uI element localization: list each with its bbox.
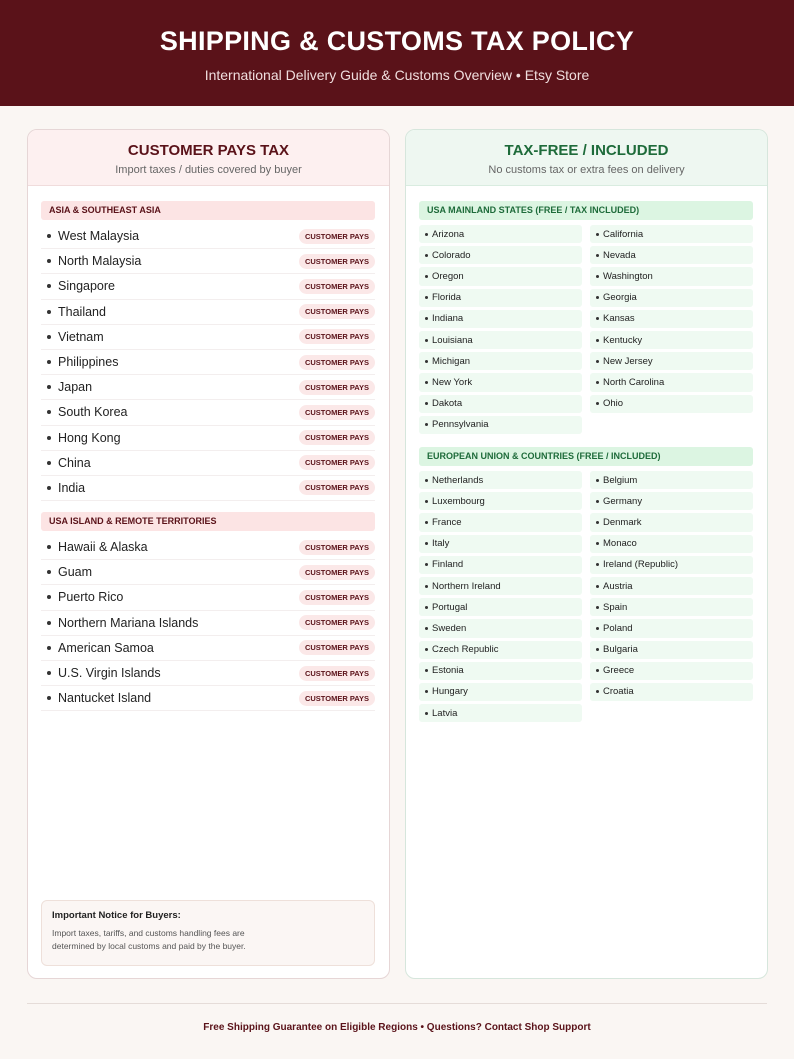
tax-free-panel bbox=[405, 129, 768, 979]
region-name: Bulgaria bbox=[603, 644, 638, 656]
bullet-icon bbox=[596, 360, 599, 363]
country-name: Japan bbox=[58, 380, 93, 395]
section-heading-usa-islands: USA ISLAND & REMOTE TERRITORIES bbox=[41, 512, 375, 531]
bullet-icon bbox=[425, 296, 428, 299]
region-name: Hungary bbox=[432, 686, 468, 698]
page-header bbox=[0, 0, 794, 106]
section-heading-eu: EUROPEAN UNION & COUNTRIES (FREE / INCLUDED) bbox=[419, 447, 753, 466]
tax-free-subtitle: No customs tax or extra fees on delivery bbox=[488, 164, 685, 176]
region-name: Pennsylvania bbox=[432, 419, 489, 431]
region-item-greece bbox=[590, 662, 753, 680]
buyer-notice-title: Important Notice for Buyers: bbox=[52, 910, 181, 921]
country-name: Thailand bbox=[58, 304, 106, 319]
bullet-icon bbox=[596, 648, 599, 651]
region-name: Luxembourg bbox=[432, 495, 485, 507]
bullet-icon bbox=[425, 402, 428, 405]
bullet-icon bbox=[47, 234, 51, 238]
bullet-icon bbox=[425, 423, 428, 426]
bullet-icon bbox=[425, 669, 428, 672]
bullet-icon bbox=[596, 563, 599, 566]
tax-free-panel-header bbox=[406, 130, 767, 186]
bullet-icon bbox=[596, 254, 599, 257]
customer-pays-badge: CUSTOMER PAYS bbox=[299, 279, 375, 294]
list-item-thailand bbox=[41, 300, 375, 325]
bullet-icon bbox=[425, 500, 428, 503]
bullet-icon bbox=[47, 570, 51, 574]
bullet-icon bbox=[47, 486, 51, 490]
region-name: Indiana bbox=[432, 313, 464, 325]
bullet-icon bbox=[596, 381, 599, 384]
region-item-michigan bbox=[419, 352, 582, 370]
bullet-icon bbox=[596, 585, 599, 588]
list-item-u-s-virgin-islands bbox=[41, 661, 375, 686]
bullet-icon bbox=[47, 310, 51, 314]
region-item-latvia bbox=[419, 704, 582, 722]
region-name: Kentucky bbox=[603, 334, 643, 346]
region-name: Monaco bbox=[603, 538, 637, 550]
customer-pays-badge: CUSTOMER PAYS bbox=[299, 329, 375, 344]
region-name: Dakota bbox=[432, 398, 463, 410]
bullet-icon bbox=[425, 275, 428, 278]
region-item-new-jersey bbox=[590, 352, 753, 370]
asia-country-list bbox=[41, 224, 375, 501]
page-subtitle: International Delivery Guide & Customs Overview • Etsy Store bbox=[204, 67, 590, 83]
region-item-czech-republic bbox=[419, 641, 582, 659]
usa-islands-list bbox=[41, 535, 375, 711]
region-name: Germany bbox=[603, 495, 643, 507]
region-item-spain bbox=[590, 598, 753, 616]
region-name: Belgium bbox=[603, 474, 638, 486]
list-item-nantucket-island bbox=[41, 686, 375, 711]
region-item-ireland-republic bbox=[590, 556, 753, 574]
bullet-icon bbox=[47, 335, 51, 339]
customer-pays-badge: CUSTOMER PAYS bbox=[299, 480, 375, 495]
bullet-icon bbox=[425, 360, 428, 363]
country-name: American Samoa bbox=[58, 640, 154, 655]
bullet-icon bbox=[425, 627, 428, 630]
customer-pays-badge: CUSTOMER PAYS bbox=[299, 615, 375, 630]
bullet-icon bbox=[425, 690, 428, 693]
bullet-icon bbox=[47, 461, 51, 465]
bullet-icon bbox=[596, 402, 599, 405]
customer-pays-badge: CUSTOMER PAYS bbox=[299, 590, 375, 605]
bullet-icon bbox=[47, 595, 51, 599]
bullet-icon bbox=[47, 646, 51, 650]
list-item-hawaii-alaska bbox=[41, 535, 375, 560]
tax-free-title: TAX-FREE / INCLUDED bbox=[504, 142, 669, 159]
region-item-portugal bbox=[419, 598, 582, 616]
region-name: Arizona bbox=[432, 228, 465, 240]
region-item-estonia bbox=[419, 662, 582, 680]
region-name: Austria bbox=[603, 580, 633, 592]
region-item-croatia bbox=[590, 683, 753, 701]
customer-pays-panel bbox=[27, 129, 390, 979]
region-item-austria bbox=[590, 577, 753, 595]
region-name: Louisiana bbox=[432, 334, 473, 346]
list-item-india bbox=[41, 476, 375, 501]
region-item-georgia bbox=[590, 289, 753, 307]
country-name: West Malaysia bbox=[58, 229, 140, 244]
country-name: U.S. Virgin Islands bbox=[58, 666, 161, 681]
bullet-icon bbox=[425, 606, 428, 609]
buyer-notice-body: Import taxes, tariffs, and customs handling fees are determined by local customs and paid by the buyer. bbox=[52, 928, 246, 951]
region-name: New Jersey bbox=[603, 355, 653, 367]
list-item-vietnam bbox=[41, 325, 375, 350]
bullet-icon bbox=[425, 542, 428, 545]
buyer-notice bbox=[41, 900, 375, 966]
country-name: India bbox=[58, 480, 86, 495]
bullet-icon bbox=[47, 621, 51, 625]
country-name: Singapore bbox=[58, 279, 115, 294]
eu-countries-grid bbox=[419, 471, 755, 722]
footer-text: Free Shipping Guarantee on Eligible Regions • Questions? Contact Shop Support bbox=[203, 1022, 591, 1033]
bullet-icon bbox=[425, 712, 428, 715]
bullet-icon bbox=[596, 317, 599, 320]
customer-pays-badge: CUSTOMER PAYS bbox=[299, 455, 375, 470]
region-item-poland bbox=[590, 619, 753, 637]
bullet-icon bbox=[425, 479, 428, 482]
region-item-denmark bbox=[590, 513, 753, 531]
region-name: Estonia bbox=[432, 665, 464, 677]
bullet-icon bbox=[425, 648, 428, 651]
customer-pays-badge: CUSTOMER PAYS bbox=[299, 304, 375, 319]
region-item-california bbox=[590, 225, 753, 243]
customer-pays-badge: CUSTOMER PAYS bbox=[299, 229, 375, 244]
region-name: Northern Ireland bbox=[432, 580, 501, 592]
bullet-icon bbox=[596, 500, 599, 503]
customer-pays-badge: CUSTOMER PAYS bbox=[299, 691, 375, 706]
region-item-colorado bbox=[419, 246, 582, 264]
region-name: Washington bbox=[603, 270, 653, 282]
country-name: China bbox=[58, 455, 91, 470]
region-item-florida bbox=[419, 289, 582, 307]
customer-pays-badge: CUSTOMER PAYS bbox=[299, 666, 375, 681]
region-name: Oregon bbox=[432, 270, 464, 282]
customer-pays-panel-header bbox=[28, 130, 389, 186]
region-item-sweden bbox=[419, 619, 582, 637]
country-name: Hong Kong bbox=[58, 430, 121, 445]
bullet-icon bbox=[425, 585, 428, 588]
region-item-indiana bbox=[419, 310, 582, 328]
region-name: California bbox=[603, 228, 644, 240]
country-name: Puerto Rico bbox=[58, 590, 124, 605]
region-name: Ohio bbox=[603, 398, 624, 410]
customer-pays-badge: CUSTOMER PAYS bbox=[299, 355, 375, 370]
bullet-icon bbox=[596, 233, 599, 236]
list-item-japan bbox=[41, 375, 375, 400]
country-name: Vietnam bbox=[58, 329, 104, 344]
region-name: Italy bbox=[432, 538, 450, 550]
region-item-netherlands bbox=[419, 471, 582, 489]
section-heading-asia: ASIA & SOUTHEAST ASIA bbox=[41, 201, 375, 220]
region-item-nevada bbox=[590, 246, 753, 264]
bullet-icon bbox=[425, 317, 428, 320]
region-name: Spain bbox=[603, 601, 628, 613]
region-item-ohio bbox=[590, 395, 753, 413]
region-name: France bbox=[432, 516, 462, 528]
country-name: Hawaii & Alaska bbox=[58, 540, 148, 555]
region-name: Latvia bbox=[432, 707, 458, 719]
region-name: Ireland (Republic) bbox=[603, 559, 678, 571]
list-item-american-samoa bbox=[41, 636, 375, 661]
bullet-icon bbox=[596, 275, 599, 278]
region-item-arizona bbox=[419, 225, 582, 243]
list-item-guam bbox=[41, 560, 375, 585]
bullet-icon bbox=[596, 542, 599, 545]
list-item-puerto-rico bbox=[41, 585, 375, 610]
customer-pays-badge: CUSTOMER PAYS bbox=[299, 254, 375, 269]
region-item-finland bbox=[419, 556, 582, 574]
region-item-kentucky bbox=[590, 331, 753, 349]
bullet-icon bbox=[425, 563, 428, 566]
bullet-icon bbox=[425, 521, 428, 524]
list-item-west-malaysia bbox=[41, 224, 375, 249]
bullet-icon bbox=[47, 410, 51, 414]
region-item-france bbox=[419, 513, 582, 531]
region-name: Finland bbox=[432, 559, 464, 571]
footer-divider bbox=[27, 1003, 767, 1004]
region-name: Colorado bbox=[432, 249, 471, 261]
customer-pays-badge: CUSTOMER PAYS bbox=[299, 540, 375, 555]
region-name: Croatia bbox=[603, 686, 634, 698]
customer-pays-badge: CUSTOMER PAYS bbox=[299, 640, 375, 655]
list-item-south-korea bbox=[41, 400, 375, 425]
region-name: Georgia bbox=[603, 292, 637, 304]
usa-mainland-grid bbox=[419, 225, 755, 434]
region-item-washington bbox=[590, 267, 753, 285]
list-item-singapore bbox=[41, 274, 375, 299]
region-item-kansas bbox=[590, 310, 753, 328]
region-name: Florida bbox=[432, 292, 462, 304]
region-item-north-carolina bbox=[590, 373, 753, 391]
region-name: Czech Republic bbox=[432, 644, 499, 656]
country-name: Nantucket Island bbox=[58, 691, 152, 706]
region-name: Sweden bbox=[432, 622, 467, 634]
grid-spacer bbox=[590, 704, 753, 722]
region-name: Kansas bbox=[603, 313, 635, 325]
list-item-philippines bbox=[41, 350, 375, 375]
bullet-icon bbox=[596, 627, 599, 630]
customer-pays-badge: CUSTOMER PAYS bbox=[299, 380, 375, 395]
bullet-icon bbox=[596, 339, 599, 342]
country-name: Philippines bbox=[58, 355, 119, 370]
country-name: North Malaysia bbox=[58, 254, 142, 269]
bullet-icon bbox=[596, 521, 599, 524]
bullet-icon bbox=[596, 606, 599, 609]
region-name: Nevada bbox=[603, 249, 636, 261]
bullet-icon bbox=[47, 696, 51, 700]
region-item-pennsylvania bbox=[419, 416, 582, 434]
region-item-louisiana bbox=[419, 331, 582, 349]
country-name: South Korea bbox=[58, 405, 128, 420]
section-heading-usa-mainland: USA MAINLAND STATES (FREE / TAX INCLUDED) bbox=[419, 201, 753, 220]
region-item-italy bbox=[419, 535, 582, 553]
bullet-icon bbox=[425, 339, 428, 342]
region-item-hungary bbox=[419, 683, 582, 701]
bullet-icon bbox=[596, 479, 599, 482]
customer-pays-badge: CUSTOMER PAYS bbox=[299, 405, 375, 420]
region-item-belgium bbox=[590, 471, 753, 489]
region-name: Netherlands bbox=[432, 474, 484, 486]
grid-spacer bbox=[590, 416, 753, 434]
bullet-icon bbox=[47, 671, 51, 675]
region-name: North Carolina bbox=[603, 376, 665, 388]
country-name: Northern Mariana Islands bbox=[58, 615, 199, 630]
customer-pays-badge: CUSTOMER PAYS bbox=[299, 430, 375, 445]
bullet-icon bbox=[47, 385, 51, 389]
region-name: New York bbox=[432, 376, 473, 388]
customer-pays-subtitle: Import taxes / duties covered by buyer bbox=[115, 164, 302, 176]
bullet-icon bbox=[425, 381, 428, 384]
region-name: Portugal bbox=[432, 601, 468, 613]
bullet-icon bbox=[47, 436, 51, 440]
bullet-icon bbox=[47, 259, 51, 263]
region-item-northern-ireland bbox=[419, 577, 582, 595]
region-item-monaco bbox=[590, 535, 753, 553]
region-name: Greece bbox=[603, 665, 635, 677]
region-item-luxembourg bbox=[419, 492, 582, 510]
bullet-icon bbox=[425, 254, 428, 257]
bullet-icon bbox=[47, 545, 51, 549]
region-item-bulgaria bbox=[590, 641, 753, 659]
region-item-dakota bbox=[419, 395, 582, 413]
bullet-icon bbox=[47, 284, 51, 288]
bullet-icon bbox=[596, 690, 599, 693]
page-title: SHIPPING & CUSTOMS TAX POLICY bbox=[159, 26, 635, 56]
customer-pays-title: CUSTOMER PAYS TAX bbox=[127, 142, 290, 159]
country-name: Guam bbox=[58, 565, 93, 580]
bullet-icon bbox=[596, 669, 599, 672]
list-item-north-malaysia bbox=[41, 249, 375, 274]
list-item-china bbox=[41, 451, 375, 476]
bullet-icon bbox=[47, 360, 51, 364]
bullet-icon bbox=[425, 233, 428, 236]
bullet-icon bbox=[596, 296, 599, 299]
region-item-new-york bbox=[419, 373, 582, 391]
region-name: Poland bbox=[603, 622, 633, 634]
region-item-oregon bbox=[419, 267, 582, 285]
list-item-hong-kong bbox=[41, 426, 375, 451]
region-name: Denmark bbox=[603, 516, 642, 528]
list-item-northern-mariana-islands bbox=[41, 611, 375, 636]
region-name: Michigan bbox=[432, 355, 471, 367]
customer-pays-badge: CUSTOMER PAYS bbox=[299, 565, 375, 580]
region-item-germany bbox=[590, 492, 753, 510]
